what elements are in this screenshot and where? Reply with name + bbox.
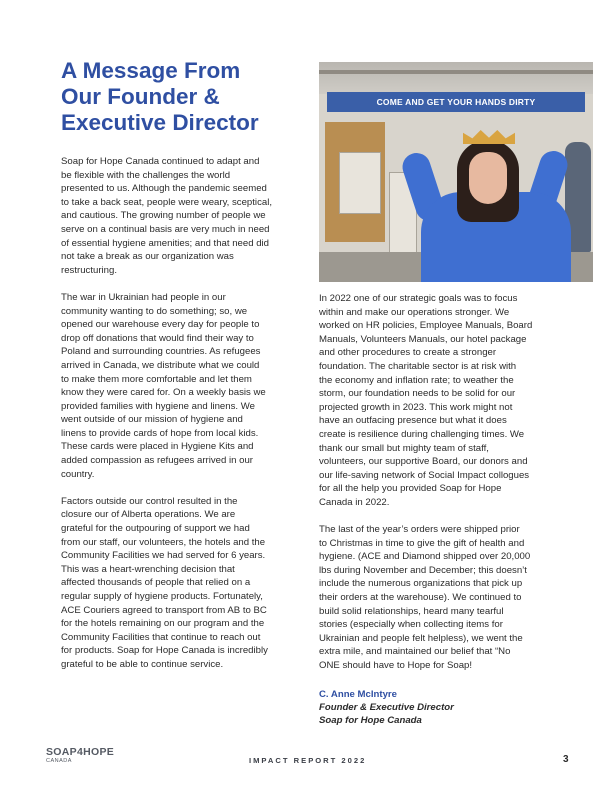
- photo-face: [469, 152, 507, 204]
- text-line: to make them more comfortable and let them: [61, 373, 252, 385]
- paragraph: [61, 495, 296, 672]
- signature-block: [319, 688, 553, 727]
- text-line: Community Facilities that continue to reach out: [61, 631, 261, 643]
- right-column: [319, 292, 553, 686]
- text-line: ACE Couriers agreed to transport from AB to BC: [61, 604, 267, 616]
- text-line: volunteers, our supportive Board, our donors and: [319, 456, 528, 468]
- founder-photo: [319, 62, 593, 282]
- photo-rack: [339, 152, 381, 214]
- text-line: Factors outside our control resulted in the: [61, 495, 238, 507]
- page-number: 3: [563, 754, 569, 765]
- text-line: The war in Ukrainian had people in our: [61, 291, 226, 303]
- text-line: and other procedures to create a stronger: [319, 347, 497, 359]
- text-line: community wanting to do something; so, we: [61, 305, 248, 317]
- text-line: not take a break as our organization was: [61, 251, 234, 263]
- photo-banner: COME AND GET YOUR HANDS DIRTY: [327, 92, 585, 112]
- text-line: restructuring.: [61, 264, 117, 276]
- text-line: presented to us. Although the pandemic seemed: [61, 183, 267, 195]
- text-line: serve on a continual basis are very much in need: [61, 223, 270, 235]
- text-line: projected growth in 2023. This work might not: [319, 401, 513, 413]
- text-line: Soap for Hope Canada continued to adapt and: [61, 156, 260, 167]
- text-line: closure our of Alberta operations. We are: [61, 509, 236, 521]
- text-line: include the numerous organizations that pick up: [319, 578, 523, 590]
- text-line: storm, our foundation needs to be solid for our: [319, 388, 516, 400]
- text-line: foundation. The charitable sector is at risk with: [319, 360, 517, 372]
- text-line: our life-saving network of Social Impact collogues: [319, 469, 530, 481]
- text-line: These cards were placed in Hygiene Kits and: [61, 441, 254, 453]
- photo-ceiling: [319, 62, 593, 94]
- left-column: [61, 155, 296, 685]
- text-line: stories (especially when collecting items for: [319, 619, 503, 631]
- text-line: linens to provide cards of hope from local kids.: [61, 427, 259, 439]
- title-line: A Message From: [61, 58, 241, 83]
- text-line: Canada in 2022.: [319, 496, 390, 508]
- paragraph: [319, 523, 553, 673]
- text-line: country.: [61, 468, 95, 480]
- report-label: IMPACT REPORT 2022: [249, 756, 367, 765]
- text-line: In 2022 one of our strategic goals was to focus: [319, 293, 518, 304]
- text-line: ONE should have to Hope for Soap!: [319, 660, 473, 672]
- text-line: drop off donations that would find their way to: [61, 332, 254, 344]
- logo-subtitle: CANADA: [46, 758, 72, 764]
- text-line: lbs during November and December; this doesn’t: [319, 564, 527, 576]
- text-line: This was a heart-wrenching decision that: [61, 563, 235, 575]
- crown-icon: [463, 130, 515, 144]
- text-line: hygiene. (ACE and Diamond shipped over 20,000: [319, 551, 531, 563]
- title-line: Executive Director: [61, 110, 259, 135]
- text-line: for products. Soap for Hope Canada is incredibly: [61, 645, 268, 657]
- text-line: the economy and inflation rate; to weather the: [319, 374, 514, 386]
- text-line: grateful for the outpouring of support we had: [61, 523, 250, 535]
- text-line: to take a back seat, people were weary, sceptical,: [61, 196, 272, 208]
- text-line: of essential hygiene amenities; and that need did: [61, 237, 270, 249]
- logo-wordmark: SOAP4HOPE: [46, 746, 115, 758]
- text-line: extra mile, and maintained our belief that “No: [319, 646, 511, 658]
- signature-name: C. Anne McIntyre: [319, 689, 398, 700]
- text-line: went outside of our mission of hygiene and: [61, 414, 243, 426]
- soap-for-hope-logo: [46, 746, 126, 768]
- page-title: [61, 58, 301, 136]
- text-line: Poland and surrounding countries. As refugees: [61, 346, 261, 358]
- text-line: provided families with hygiene and linens. We: [61, 400, 255, 412]
- text-line: for the hotels remaining on our program and the: [61, 618, 265, 630]
- text-line: from our staff, our volunteers, the hotels and the: [61, 536, 266, 548]
- text-line: arrived in Canada, we distribute what we could: [61, 359, 260, 371]
- text-line: grateful to be able to continue service.: [61, 658, 224, 670]
- text-line: Community Facilities we had served for 6 years.: [61, 550, 266, 562]
- text-line: within and make our operations stronger. We: [319, 306, 510, 318]
- paragraph: [319, 292, 553, 510]
- text-line: have an outfacing presence but what it does: [319, 415, 507, 427]
- text-line: to Christmas in time to give the gift of health and: [319, 537, 525, 549]
- text-line: added compassion as refugees arrived in our: [61, 455, 253, 467]
- text-line: thank our small but mighty team of staff,: [319, 442, 489, 454]
- text-line: be flexible with the challenges the world: [61, 169, 231, 181]
- text-line: Ukrainian and people felt helpless), we went the: [319, 632, 523, 644]
- text-line: and cautious. The growing number of people we: [61, 210, 266, 222]
- text-line: worked on HR policies, Employee Manuals, Board: [319, 320, 533, 332]
- signature-role: Founder & Executive Director: [319, 702, 454, 713]
- text-line: know they were cared for. On a weekly basis we: [61, 387, 266, 399]
- signature-org: Soap for Hope Canada: [319, 715, 422, 726]
- text-line: build solid relationships, heard many tearful: [319, 605, 504, 617]
- text-line: for all the help you provided Soap for Hope: [319, 483, 502, 495]
- paragraph: [61, 155, 296, 277]
- paragraph: [61, 291, 296, 481]
- text-line: create is resilience during challenging times. We: [319, 428, 525, 440]
- text-line: The last of the year’s orders were shipped prior: [319, 524, 520, 536]
- text-line: their orders at the warehouse). We continued to: [319, 592, 522, 604]
- photo-beam: [319, 70, 593, 74]
- text-line: regular supply of hygiene products. Fortunately,: [61, 591, 263, 602]
- text-line: opened our warehouse every day for people to: [61, 319, 260, 331]
- text-line: Manuals, Volunteers Manuals, our hotel package: [319, 333, 527, 345]
- title-line: Our Founder &: [61, 84, 220, 109]
- text-line: affected thousands of people that relied on a: [61, 577, 251, 589]
